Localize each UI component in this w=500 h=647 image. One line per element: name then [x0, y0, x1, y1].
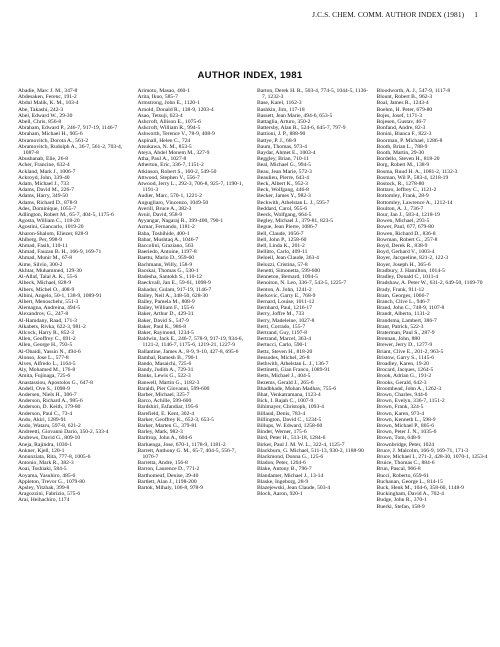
author-entry: Bettz, Steven H., 818-20 [257, 348, 313, 355]
author-entry: Aragozzini, Fabrizio, 575-6 [18, 491, 81, 498]
author-entry: Bower, Paul, 677, 679-80 [376, 224, 434, 231]
author-entry: Buck, Henk M., 104-6, 358-60, 1148-9 [376, 485, 464, 491]
author-entry: Boyd, Gerhard V., 1003-4 [376, 249, 435, 256]
author-entry: Booth, Martin, 29-30 [376, 150, 425, 157]
page-number: 1 [474, 10, 478, 19]
author-entry: Bruce, J. Malcolm, 166-9, 169-71, 171-3 [376, 447, 469, 454]
author-entry: Albini, Angelo, 50-1, 138-9, 1089-91 [18, 292, 102, 299]
author-entry: Bartlett, Alan J., 1198-200 [137, 478, 197, 485]
author-entry: Barley, Mark, 982-3 [137, 429, 183, 436]
author-entry: Al-Hamdany, Raad, 171-3 [18, 317, 77, 324]
author-entry: Anastassiou, Apostolos G., 647-8 [18, 379, 93, 386]
author-entry: Ballantine, James A., 8-9, 9-10, 427-8, 695-6 [137, 348, 239, 355]
author-entry: Ackland, Mark J., 1006-7 [18, 168, 76, 175]
author-entry: Avnir, David, 958-9 [137, 212, 183, 219]
author-entry: Annunziata, Rita, 777-8, 1005-6 [18, 453, 91, 460]
author-entry: Bottaro, Jeffrey C., 1121-2 [376, 187, 437, 194]
index-column-3 [257, 88, 369, 510]
author-entry: Ateya, Abdel Monem M., 327-9 [137, 150, 210, 157]
author-entry: Bour, Jan J., 583-4, 1218-19 [376, 212, 440, 219]
author-entry: Abdul Malik, K. M., 103-4 [18, 100, 79, 107]
author-entry: Bhat, Venkatramana, 1123-4 [257, 391, 321, 398]
author-entry: Buckingham, David A., 702-4 [376, 491, 444, 498]
author-entry: Abell, Chris, 856-8 [18, 119, 62, 126]
author-entry: Baydar, Ahmet E., 1003-4 [257, 150, 316, 157]
author-entry: Abramovitch, Rudolph A., 36-7, 561-2, 703-4, 1087-8 [18, 143, 123, 157]
author-entry: Bailey, William F., 155-6 [137, 305, 194, 312]
author-entry: Ayyangar, Nagaraj R., 399-400, 790-1 [137, 218, 224, 225]
author-entry: Asao, Tetsuji, 623-4 [137, 112, 183, 119]
author-entry: Broadley, Karen, 19-20 [376, 360, 429, 367]
author-entry: Briant, Clive E., 201-2, 963-5 [376, 348, 444, 355]
index-column-1 [18, 88, 130, 510]
author-entry: Apsley, Yitzhak, 399-8 [18, 485, 70, 491]
author-entry: Bostock, R., 1278-80 [376, 181, 425, 188]
author-entry: Agosta, William C., 118-20 [18, 218, 80, 225]
author-entry: Baker, Paul K., 986-8 [137, 323, 187, 330]
author-entry: Barker, Marten G., 379-81 [137, 422, 197, 429]
author-entry: Ackroyd, John, 339-40 [18, 174, 70, 181]
author-entry: Beck, Wolfgang, 446-8 [257, 187, 309, 194]
author-entry: Bonfand, Andre, 82-3 [376, 125, 426, 132]
author-entry: Boyd, Derek R., 838-9 [376, 243, 428, 250]
author-entry: Berry, Joffre M., 733 [257, 311, 305, 318]
author-entry: Barltrop, John A., 604-6 [137, 435, 192, 442]
author-entry: Bell, Linda K., 201-2 [257, 243, 305, 250]
author-entry: Abraham, Michael H., 905-6 [18, 131, 83, 138]
author-entry: Benneton, Bernard, 1094-5 [257, 274, 318, 281]
author-entry: Brown, Frank, 324-5 [376, 404, 424, 411]
author-entry: Bailey, Neil A., 348-50, 628-30 [137, 292, 208, 299]
author-entry: Boulton, A. J., 736-7 [376, 205, 424, 212]
index-column-4 [377, 88, 489, 510]
author-entry: Atsukawa, N. M., 853-5 [137, 143, 192, 150]
author-entry: Benetti, Simonetta, 599-600 [257, 267, 321, 274]
author-entry: Brant, Patrick, 522-3 [376, 323, 424, 330]
author-entry: Brennan, John, 880 [376, 336, 421, 343]
author-entry: Beggley, Brian, 710-11 [257, 156, 309, 163]
author-entry: Bertucci, Carlo, 590-1 [257, 342, 308, 349]
author-entry: Augugliaro, Vincenzo, 1049-50 [137, 199, 209, 206]
author-entry: Bailey, Pamela M., 808-9 [137, 298, 195, 305]
author-entry: Beloeil, Jean Claude, 363-4 [257, 255, 319, 262]
author-entry: Berti, Corrado, 155-7 [257, 323, 306, 330]
author-entry: Brown, Tom, 648-9 [376, 435, 421, 442]
author-entry: Begue, Jean Pierre, 1086-7 [257, 224, 318, 231]
author-entry: Buchanan, George L., 814-15 [376, 478, 443, 485]
author-entry: Al-Allaf, Talal A. K., 55-6 [18, 274, 78, 281]
author-entry: Barton, Derek H. R., 503-4, 774-5, 1044-5, 1136-7, 1232-3 [257, 88, 369, 101]
author-entry: Brown, Evelyn, 336-7, 1151-2 [376, 398, 445, 405]
author-entry: Boyer, Joseph H., 365-6 [376, 261, 431, 268]
author-entry: Babar, Mushtaq A., 1046-7 [137, 236, 199, 243]
author-entry: Berry, Madeleine, 1027-8 [257, 317, 315, 324]
author-entry: Bruce, Michael I., 271-2, 428-30, 1070-1, 1253-4 [376, 453, 488, 460]
author-entry: Bucci, Roberto, 659-61 [376, 472, 430, 479]
author-entry: Alemagna, Andreina, 494-5 [18, 305, 81, 312]
author-entry: Bristow, Garry S., 1145-6 [376, 354, 435, 361]
author-entry: Bahadur, Gulam, 917-19, 1146-7 [137, 286, 212, 293]
author-entry: Ankner, Kjell, 120-1 [18, 447, 65, 454]
author-entry: Benton, A. John, 1241-2 [257, 286, 312, 293]
author-entry: Beau, Jean Marie, 572-3 [257, 168, 312, 175]
author-entry: Billups, W. Edward, 1258-60 [257, 422, 323, 429]
author-entry: Abe, Takashi, 242-3 [18, 106, 64, 113]
author-index-columns [18, 88, 488, 510]
author-entry: Boehm, H. Peter, 679-80 [376, 106, 433, 113]
author-entry: Bessodes, Michel, 26-8 [257, 354, 310, 361]
author-entry: Blandamer, Michael J., 13-14 [257, 472, 324, 479]
author-entry: Beaulieu, Pierre, 643-4 [257, 174, 309, 181]
author-entry: Bertrand, Marcel, 363-4 [257, 336, 312, 343]
author-entry: Agostini, Giancarlo, 1019-20 [18, 224, 84, 231]
author-entry: Buerki, Stefan, 158-9 [376, 503, 425, 510]
author-entry: Aly, Mohamed M., 176-8 [18, 367, 76, 374]
author-entry: Ades, Dominique, 1055-7 [18, 205, 77, 212]
author-entry: Beddard, Carol, 955-6 [257, 205, 308, 212]
author-entry: Baker, Raymond, 1234-5 [137, 329, 194, 336]
author-entry: Abraham, Edward P., 246-7, 917-19, 1146-7 [18, 125, 118, 132]
author-entry: Bellitto, Carlo, 409-11 [257, 249, 308, 256]
author-entry: Bowman, Robert G., 257-8 [376, 236, 438, 243]
author-entry: Adams, Richard D., 878-9 [18, 199, 78, 206]
author-entry: Bram, Georges, 1066-7 [376, 292, 429, 299]
author-entry: Akhtar, Muhammed, 129-30 [18, 267, 82, 274]
index-title: AUTHOR INDEX, 1981 [197, 70, 303, 81]
author-entry: Bethwith, Athelstan L. J., 136-7 [257, 360, 329, 367]
author-entry: Andersen, Niels H., 306-7 [18, 391, 77, 398]
author-entry: Brandsma, Lambert, 386-7 [376, 317, 437, 324]
author-entry: Brady, Frank, 911-12 [376, 286, 425, 293]
author-entry: Amita, Fujinaga, 725-6 [18, 373, 71, 380]
author-entry: Braterman, Paul S., 287-9 [376, 329, 435, 336]
author-entry: Baum, Thomas, 973-4 [257, 143, 307, 150]
author-entry: Bhadbhade, Mohan Madhav, 755-6 [257, 385, 337, 392]
journal-running-title: J.C.S. CHEM. COMM. AUTHOR INDEX (1981) [312, 10, 465, 19]
author-entry: Barker, Geoffrey K., 652-3, 653-5 [137, 416, 214, 423]
author-entry: Bottomley, Lawrence A., 1212-14 [376, 199, 453, 206]
author-entry: Bassett, Jean Marie, 494-6, 653-5 [257, 112, 333, 119]
author-entry: Baraldi, Pier Giovanni, 599-600 [137, 385, 210, 392]
author-entry: Barrett, Anthony G. M., 65-7, 404-5, 556-7, 1076-7 [137, 447, 236, 460]
author-entry: Bloodworth, A. J., 547-9, 1117-8 [376, 88, 451, 94]
index-column-2 [138, 88, 250, 510]
author-entry: Baker, Arthur D., 429-31 [137, 311, 194, 318]
author-entry: Battersby, Alan R., 524-6, 645-7, 797-9 [257, 125, 346, 132]
author-entry: Birker, Paul J. M. W. L., 322-4, 1125-7 [257, 441, 345, 448]
author-entry: Billaud, Denis, 783-4 [257, 410, 306, 417]
author-entry: Blaske, Ingeborg, 28-9 [257, 478, 309, 485]
author-entry: Base, Karel, 1162-3 [257, 100, 302, 107]
author-entry: Brand, John C., 748-9, 1107-8 [376, 305, 445, 312]
author-entry: Bartok, Mihaly, 106-8, 978-9 [137, 485, 204, 491]
author-entry: Brown, Charles, 944-6 [376, 391, 428, 398]
author-entry: Bradley, Donald C., 1011-4 [376, 274, 439, 281]
author-entry: Bojesen, Gustav, 46-7 [376, 119, 426, 126]
author-entry: Allcock, Harry R., 852-3 [18, 329, 74, 336]
author-entry: Battye, P. J., 68-9 [257, 137, 297, 144]
author-entry: Boorman, P. Michael, 1286-8 [376, 137, 443, 144]
author-entry: Ando, Wataru, 597-8, 621-2 [18, 422, 81, 429]
author-entry: Abramovitch, Dorota A., 561-2 [18, 137, 89, 144]
author-entry: Brown, Karen, 973-4 [376, 410, 425, 417]
author-entry: Bell, Claude, 1056-7 [257, 230, 304, 237]
author-entry: Arnold, Donald R., 138-9, 1203-4 [137, 106, 214, 113]
author-entry: Barco, Achille, 599-600 [137, 398, 192, 405]
author-entry: Binder, Werner, 175-6 [257, 429, 307, 436]
author-entry: Bernhard, Paul, 1216-17 [257, 305, 312, 312]
author-entry: Ando, Akiri, 1289-91 [18, 416, 67, 423]
author-entry: Brooks, Gerald, 642-3 [376, 379, 427, 386]
author-entry: Brown, Peter J. N., 1035-6 [376, 429, 437, 436]
author-entry: Brun, Pascal, 966-8 [376, 466, 421, 473]
author-entry: Bosman, Wil P., 583-4, 1218-19 [376, 174, 449, 181]
author-entry: Adlington, Robert M., 65-7, 404-5, 1175-6 [18, 212, 114, 219]
author-entry: Arimoto, Masao, 460-1 [137, 88, 191, 94]
author-entry: Baba, Toshihide, 400-1 [137, 230, 190, 237]
author-entry: Bando, Masaichi, 725-6 [137, 360, 192, 367]
author-entry: Becker, James Y., 982-3 [257, 193, 311, 200]
author-entry: Bachmann, Willy, 158-9 [137, 261, 193, 268]
author-entry: Aspinall, Helen C., 724 [137, 137, 191, 144]
author-entry: Adam, Michael J., 733 [18, 181, 69, 188]
author-entry: Brandt, Alberto, 1131-2 [376, 311, 430, 318]
author-entry: Bandy, Judith A., 729-31 [137, 367, 194, 374]
author-entry: Ashcroft, William R., 994-5 [137, 125, 201, 132]
author-entry: Berkovic, Garry E., 768-9 [257, 292, 316, 299]
author-entry: Billington, David C., 1234-5 [257, 416, 322, 423]
author-entry: Bell, John P., 1258-60 [257, 236, 307, 243]
author-entry: Beal, Michael G., 994-5 [257, 162, 312, 169]
author-entry: Atwood, Jerry L., 292-3, 706-8, 925-7, 1190-1, 1191-3 [137, 181, 244, 194]
author-entry: Broomhead, John A., 1262-3 [376, 385, 442, 392]
author-entry: Bardshiri, Esfandiar, 195-6 [137, 404, 199, 411]
author-entry: Baeckvall, Jan E., 59-61, 1098-9 [137, 280, 211, 287]
author-entry: Bambal, Ramesh B., 790-1 [137, 354, 199, 361]
author-entry: Aime, Silvio, 300-2 [18, 261, 63, 268]
author-entry: Bonini, Bianca F., 822-3 [376, 131, 432, 138]
author-entry: Alexandrov, G., 247-8 [18, 311, 69, 318]
author-entry: Banks, Lewis G., 522-3 [137, 373, 191, 380]
author-entry: Adams, Harry, 349-50 [18, 193, 68, 200]
author-entry: Brown, Michael P., 805-6 [376, 422, 434, 429]
author-entry: Bowen, Richard D., 836-8 [376, 230, 436, 237]
author-entry: Aoai, Toshiaki, 584-5 [18, 466, 67, 473]
author-entry: Betts, Michael J., 404-5 [257, 373, 311, 380]
author-entry: Battaglia, Arturo, 350-2 [257, 119, 311, 126]
author-entry: Atherton, Eric, 336-7, 1151-2 [137, 162, 204, 169]
author-entry: Armstrong, John E., 1120-1 [137, 100, 200, 107]
author-entry: Bihimayer, Christoph, 1093-4 [257, 404, 324, 411]
author-entry: Borg, Robert M., 138-9 [376, 162, 430, 169]
author-entry: Aharon-Shalom, Eliezer, 828-9 [18, 230, 88, 237]
author-entry: Badesha, Santokh S., 110-12 [137, 274, 202, 281]
author-entry: Arita, Ikuo, 585-7 [137, 94, 178, 101]
author-entry: Attwood, Stephen V., 556-7 [137, 174, 200, 181]
author-entry: Beck, Albert K., 952-3 [257, 181, 308, 188]
author-entry: Atha, Paul A., 1027-8 [137, 156, 187, 163]
author-entry: Bordello, Steven H., 818-20 [376, 156, 440, 163]
author-entry: Alkabets, Rivka, 622-3, 981-2 [18, 323, 86, 330]
author-entry: Albeck, Michael, 828-9 [18, 280, 72, 287]
author-entry: Bird, Peter H., 513-18, 1284-6 [257, 435, 326, 442]
author-entry: Blackmond, Donna G., 125-6 [257, 453, 324, 460]
author-entry: Blazejewski, Jean Claude, 503-4 [257, 485, 331, 491]
author-entry: Alves, Alfredo L., 1164-5 [18, 360, 76, 367]
author-entry: Acher, Francine, 632-4 [18, 162, 70, 169]
author-entry: Battioni, J. P., 888-90 [257, 131, 306, 138]
author-entry: Banwell, Martin G., 1182-3 [137, 379, 200, 386]
author-entry: Bojes, Josef, 1171-3 [376, 112, 422, 119]
author-entry: Bowen, Michael, 293-5 [376, 218, 430, 225]
author-entry: Abushanab, Elie, 26-8 [18, 156, 69, 163]
author-entry: Blount, Robert B., 962-3 [376, 94, 433, 101]
author-entry: Abdesaken, Ferenc, 191-2 [18, 94, 77, 101]
author-entry: Booth, Brian L., 788-9 [376, 143, 428, 150]
author-entry: Branch, Clive L., 946-7 [376, 298, 430, 305]
author-entry: Barluenga, Jose, 670-1, 1178-9, 1181-2 [137, 441, 226, 448]
author-entry: Boal, James R., 1243-4 [376, 100, 429, 107]
author-entry: Barretta, Andre, 156-8 [137, 460, 188, 467]
author-entry: Baldwin, Jack E., 246-7, 578-9, 917-19, 934-6, 1121-2, 1146-7, 1175-6, 1219-21, 1227-9 [137, 336, 243, 349]
author-entry: Blackburn, G. Michael, 511-13, 930-2, 1188-90 [257, 447, 364, 454]
author-entry: Aoyama, Yasuhiro, 485-6 [18, 472, 76, 479]
author-entry: Bick, I. Rajah C., 1007-9 [257, 398, 314, 405]
author-entry: Blake, Antony B., 796-7 [257, 466, 312, 473]
author-entry: Ahmad, Fasih, 110-11 [18, 243, 68, 250]
author-entry: Budge, John R., 370-1 [376, 497, 427, 504]
author-entry: Benoiton, N. Leo, 336-7, 543-5, 1225-7 [257, 280, 347, 287]
author-entry: Albert, Menoschehr, 551-3 [18, 298, 79, 305]
author-entry: Barefield, E. Kent, 302-4 [137, 410, 195, 417]
author-entry: Bloch, Aaron, 920-1 [257, 491, 303, 498]
author-entry: Al-Obaidi, Yassin N., 494-6 [18, 348, 81, 355]
author-entry: Bernard, Louise, 1011-12 [257, 298, 315, 305]
author-entry: Bosma, Ruud H. A., 1081-2, 1132-3 [376, 168, 458, 175]
author-entry: Appleton, Trevor G., 1079-80 [18, 478, 85, 485]
author-entry: Bradbury, J. Hamilton, 1014-5 [376, 267, 445, 274]
author-entry: Bladon, Peter, 1204-6 [257, 460, 306, 467]
running-head [312, 10, 478, 19]
author-entry: Andreetti, Giovanni Dario, 350-2, 533-4 [18, 429, 109, 436]
author-entry: Abel, Edward W., 29-30 [18, 112, 73, 119]
author-entry: Bottomley, Frank, 28-9 [376, 193, 429, 200]
author-entry: Brocard, Jacques, 1264-5 [376, 367, 434, 374]
author-entry: Barthomeuf, Denise, 39-40 [137, 472, 199, 479]
author-entry: Bashkin, Jim, 117-18 [257, 106, 305, 113]
author-entry: Begley, Michael J., 379-81, 823-5 [257, 218, 334, 225]
author-entry: Brook, Adrian G., 191-2 [376, 373, 432, 380]
author-entry: Baker, David S., 547-9 [137, 317, 189, 324]
author-entry: Adams, David M., 226-7 [18, 187, 74, 194]
author-entry: Baeriedo, Antoine, 1197-8 [137, 249, 197, 256]
author-entry: Bezems, Gerald J., 265-6 [257, 379, 314, 386]
author-entry: Beeck, Wolfgang, 664-5 [257, 212, 312, 219]
author-entry: Brownbridge, Peter, 1024 [376, 441, 435, 448]
author-entry: Antonio, Mark R., 382-3 [18, 460, 74, 467]
author-entry: Andrews, David G., 809-10 [18, 435, 81, 442]
author-entry: Ahmad, Fauzan B. H., 166-9, 169-71 [18, 249, 102, 256]
author-entry: Anderson, Paul C., 73-4 [18, 410, 73, 417]
author-entry: Bettinetti, Gian Franco, 1089-91 [257, 367, 330, 374]
author-entry: Brewer, Jerry D., 1277-9 [376, 342, 433, 349]
author-entry: Averill, Bruce A., 382-3 [137, 205, 192, 212]
author-entry: Alonso, Jose L., 577-8 [18, 354, 69, 361]
author-entry: Boyer, Jacqueline, 821-2, 122-3 [376, 255, 449, 262]
author-entry: Barron, Laurence D., 771-2 [137, 466, 200, 473]
author-entry: Arai, Heihachiro, 1174 [18, 497, 70, 504]
author-entry: Anderson, D. Keith, 179-80 [18, 404, 81, 411]
author-entry: Bertrand, Guy, 1197-8 [257, 329, 308, 336]
author-entry: Baccolini, Graziano, 563 [137, 243, 194, 250]
author-entry: Baettu, Mario D., 959-60 [137, 255, 195, 262]
author-entry: Aneja, Rajindra, 1030-1 [18, 441, 73, 448]
author-entry: Audier, Marc, 570-1, 1221-2 [137, 193, 202, 200]
author-entry: Allen, George H., 793-5 [18, 342, 73, 349]
author-entry: Beckwith, Athelstan L. J., 595-7 [257, 199, 330, 206]
author-entry: Ahmad, Munir M., 67-8 [18, 255, 73, 262]
author-entry: Barber, Michael, 325-7 [137, 391, 190, 398]
author-entry: Ashcroft, Allison E., 1075-6 [137, 119, 201, 126]
author-entry: Allen, Geoffrey C., 691-2 [18, 336, 76, 343]
author-entry: Anderson, Richard A., 985-6 [18, 398, 83, 405]
author-entry: Atkinson, Robert S., 160-2, 549-50 [137, 168, 217, 175]
author-entry: Azmar, Fernando, 1181-2 [137, 224, 195, 231]
author-entry: Andell, Ove S., 1098-9 [18, 385, 70, 392]
author-entry: Ashworth, Terence V., 78-9, 408-9 [137, 131, 215, 138]
author-entry: Albers, Michel O., 408-9 [18, 286, 75, 293]
author-entry: Belozzi, Cristina, 57-8 [257, 261, 308, 268]
author-entry: Bradshaw, A. Peter W., 631-2, 649-50, 1169-70 [376, 280, 483, 287]
author-entry: Bruice, Thomas C., 884-6 [376, 460, 435, 467]
author-entry: Brown, Kenneth L., 598-9 [376, 416, 436, 423]
author-entry: Ahlberg, Per, 998-9 [18, 236, 63, 243]
author-entry: Bacskai, Thomas G., 530-1 [137, 267, 199, 274]
author-entry: Abadie, Marc J. M., 347-8 [18, 88, 78, 94]
